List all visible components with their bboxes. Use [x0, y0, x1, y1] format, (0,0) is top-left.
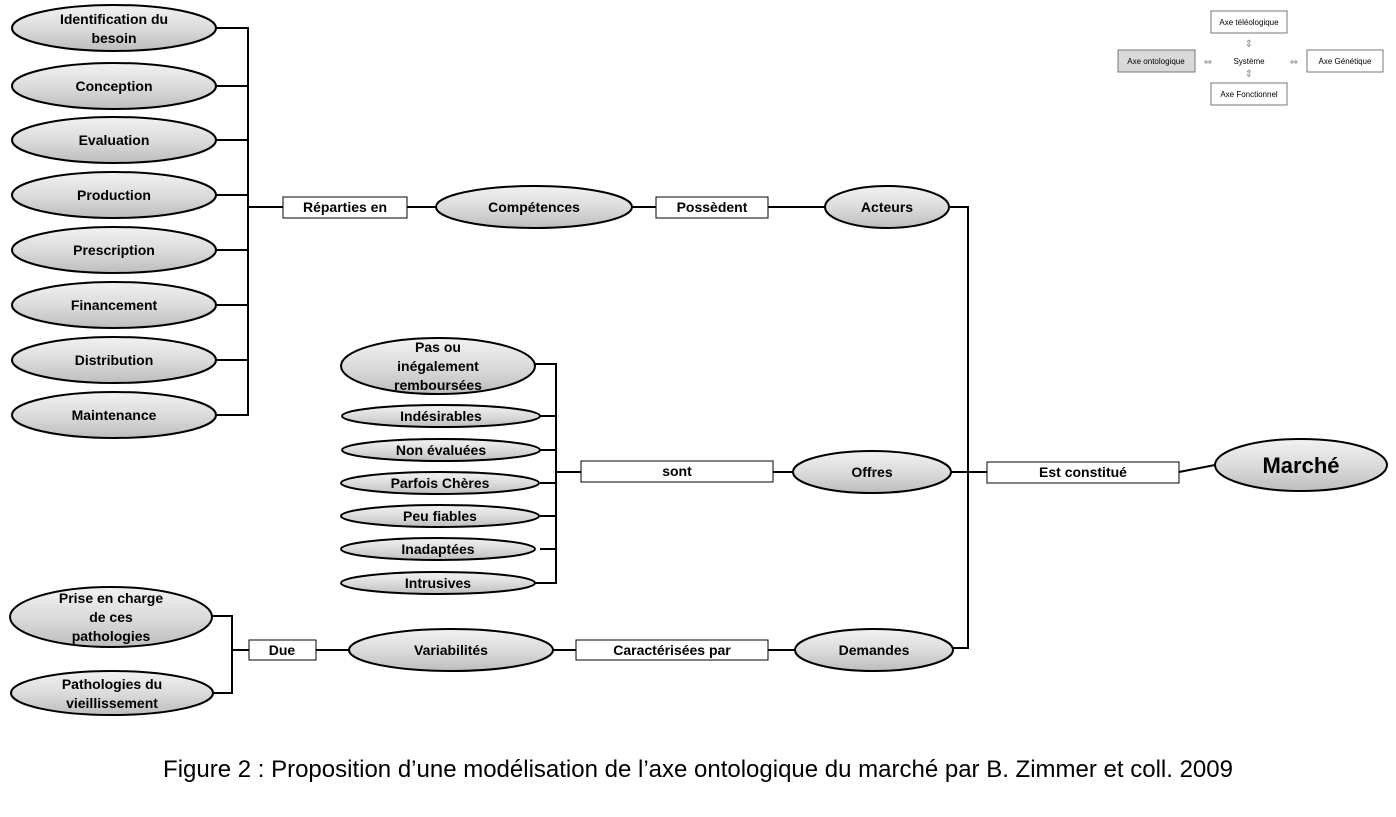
relation-sont	[581, 461, 773, 482]
node-indesirables-label: Indésirables	[400, 408, 482, 424]
legend-arrow-down-icon: ⇕	[1244, 69, 1254, 80]
node-demandes-label: Demandes	[838, 642, 910, 658]
relation-possedent	[656, 197, 768, 218]
node-demandes	[795, 629, 953, 671]
node-production	[12, 172, 216, 218]
relation-reparties-en-label: Réparties en	[302, 199, 388, 215]
node-prise-en-charge-label-2: de ces	[89, 609, 133, 625]
node-parfois-cheres-label: Parfois Chères	[390, 475, 490, 491]
legend-arrow-left-icon: ⇔	[1203, 57, 1213, 68]
relation-due-label: Due	[268, 642, 296, 658]
legend-teleologique-label: Axe téléologique	[1219, 18, 1279, 27]
node-identification-label-1: Identification du	[59, 11, 169, 27]
legend-ontologique-label: Axe ontologique	[1127, 57, 1185, 66]
node-inadaptees-label: Inadaptées	[401, 541, 475, 557]
node-intrusives	[341, 572, 535, 594]
relation-est-constitue	[987, 462, 1179, 483]
node-peu-fiables	[341, 505, 539, 527]
relation-due	[249, 640, 316, 660]
connector-middle-bracket	[534, 364, 556, 583]
node-financement-label: Financement	[70, 297, 158, 313]
node-pathologies-label-1: Pathologies du	[61, 676, 163, 692]
node-acteurs-label: Acteurs	[860, 199, 914, 215]
node-marche-label: Marché	[1262, 453, 1340, 478]
legend-genetique-label: Axe Génétique	[1318, 57, 1372, 66]
legend-arrow-right-icon: ⇔	[1289, 57, 1299, 68]
node-conception	[12, 63, 216, 109]
node-competences-label: Compétences	[488, 199, 580, 215]
figure-caption: Figure 2 : Proposition d’une modélisation de l’axe ontologique du marché par B. Zimmer et coll. 2009	[163, 756, 1233, 783]
axes-legend	[1118, 11, 1383, 105]
legend-arrow-up-icon: ⇕	[1244, 39, 1254, 50]
node-financement	[12, 282, 216, 328]
node-non-evaluees-label: Non évaluées	[395, 442, 487, 458]
node-peu-fiables-label: Peu fiables	[403, 508, 477, 524]
node-pas-ou-label-1: Pas ou	[415, 339, 461, 355]
connector-right-trunk	[950, 207, 968, 648]
node-prescription	[12, 227, 216, 273]
relation-sont-label: sont	[662, 463, 692, 479]
node-inadaptees	[341, 538, 535, 560]
node-pathologies	[11, 671, 213, 715]
node-variabilites-label: Variabilités	[414, 642, 488, 658]
node-pas-ou	[341, 338, 535, 394]
node-distribution-label: Distribution	[74, 352, 154, 368]
node-production-label: Production	[77, 187, 151, 203]
legend-fonctionnel-label: Axe Fonctionnel	[1220, 90, 1278, 99]
node-evaluation-label: Evaluation	[78, 132, 150, 148]
node-variabilites	[349, 629, 553, 671]
node-maintenance-label: Maintenance	[71, 407, 157, 423]
node-distribution	[12, 337, 216, 383]
relation-reparties-en	[283, 197, 407, 218]
node-indesirables	[342, 405, 540, 427]
node-evaluation	[12, 117, 216, 163]
node-offres-label: Offres	[851, 464, 893, 480]
connector-bottom-bracket	[211, 616, 232, 693]
node-prescription-label: Prescription	[73, 242, 155, 258]
node-parfois-cheres	[341, 472, 539, 494]
node-prise-en-charge-label-1: Prise en charge	[58, 590, 164, 606]
node-intrusives-label: Intrusives	[404, 575, 472, 591]
connector	[1179, 465, 1215, 472]
node-marche	[1215, 439, 1387, 491]
node-identification	[12, 5, 216, 51]
node-pas-ou-label-2: inégalement	[397, 358, 479, 374]
node-pathologies-label-2: vieillissement	[66, 695, 158, 711]
node-identification-label-2: besoin	[91, 30, 137, 46]
legend-systeme-label: Système	[1233, 57, 1265, 66]
node-maintenance	[12, 392, 216, 438]
node-prise-en-charge	[10, 587, 212, 647]
relation-possedent-label: Possèdent	[676, 199, 748, 215]
node-conception-label: Conception	[75, 78, 153, 94]
node-competences	[436, 186, 632, 228]
node-acteurs	[825, 186, 949, 228]
node-non-evaluees	[342, 439, 540, 461]
node-pas-ou-label-3: remboursées	[394, 377, 482, 393]
relation-caracterisees-par-label: Caractérisées par	[613, 642, 731, 658]
node-prise-en-charge-label-3: pathologies	[71, 628, 151, 644]
node-offres	[793, 451, 951, 493]
relation-est-constitue-label: Est constitué	[1039, 464, 1127, 480]
relation-caracterisees-par	[576, 640, 768, 660]
